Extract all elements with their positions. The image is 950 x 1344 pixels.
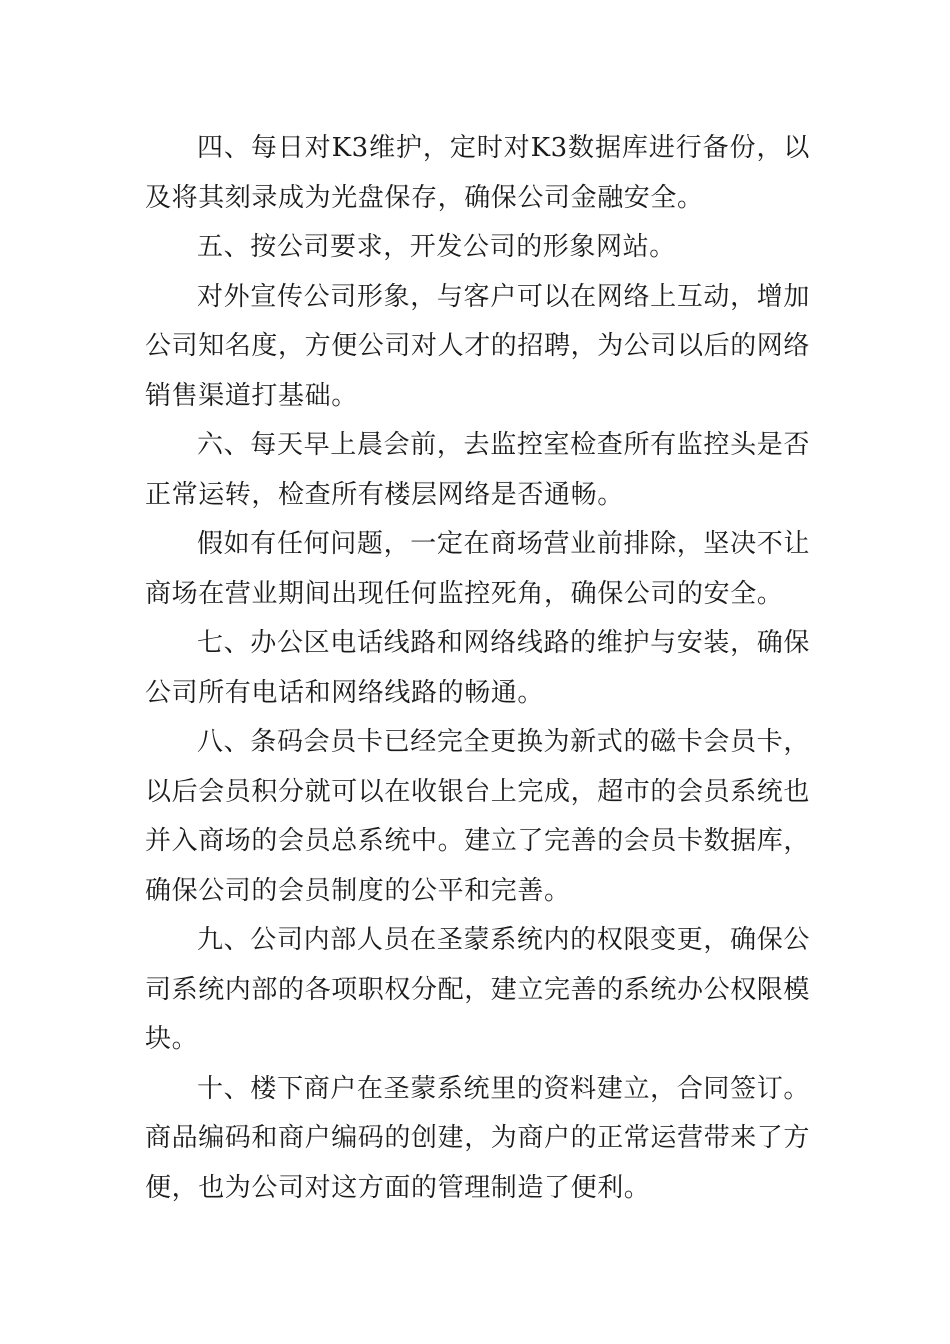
paragraph-4-k3-maintenance: 四、每日对K3维护，定时对K3数据库进行备份，以及将其刻录成为光盘保存，确保公司金融安全。 (145, 133, 810, 213)
paragraph-5-website-detail: 对外宣传公司形象，与客户可以在网络上互动，增加公司知名度，方便公司对人才的招聘，为公司以后的网络销售渠道打基础。 (145, 281, 811, 411)
paragraph-6-monitoring: 六、每天早上晨会前，去监控室检查所有监控头是否正常运转，检查所有楼层网络是否通畅。 (145, 430, 810, 510)
document-body (145, 124, 810, 1213)
paragraph-7-office-lines: 七、办公区电话线路和网络线路的维护与安装，确保公司所有电话和网络线路的畅通。 (145, 628, 810, 708)
paragraph-5-website: 五、按公司要求，开发公司的形象网站。 (197, 232, 676, 262)
paragraph-10-merchants: 十、楼下商户在圣蒙系统里的资料建立，合同签订。商品编码和商户编码的创建，为商户的正常运营带来了方便，也为公司对这方面的管理制造了便利。 (145, 1073, 811, 1203)
paragraph-9-permissions: 九、公司内部人员在圣蒙系统内的权限变更，确保公司系统内部的各项职权分配，建立完善的系统办公权限模块。 (145, 925, 811, 1054)
paragraph-6-monitoring-detail: 假如有任何问题，一定在商场营业前排除，坚决不让商场在营业期间出现任何监控死角，确保公司的安全。 (145, 529, 810, 609)
paragraph-8-member-card: 八、条码会员卡已经完全更换为新式的磁卡会员卡，以后会员积分就可以在收银台上完成，超市的会员系统也并入商场的会员总系统中。建立了完善的会员卡数据库，确保公司的会员制度的公平和完善。 (145, 727, 811, 906)
